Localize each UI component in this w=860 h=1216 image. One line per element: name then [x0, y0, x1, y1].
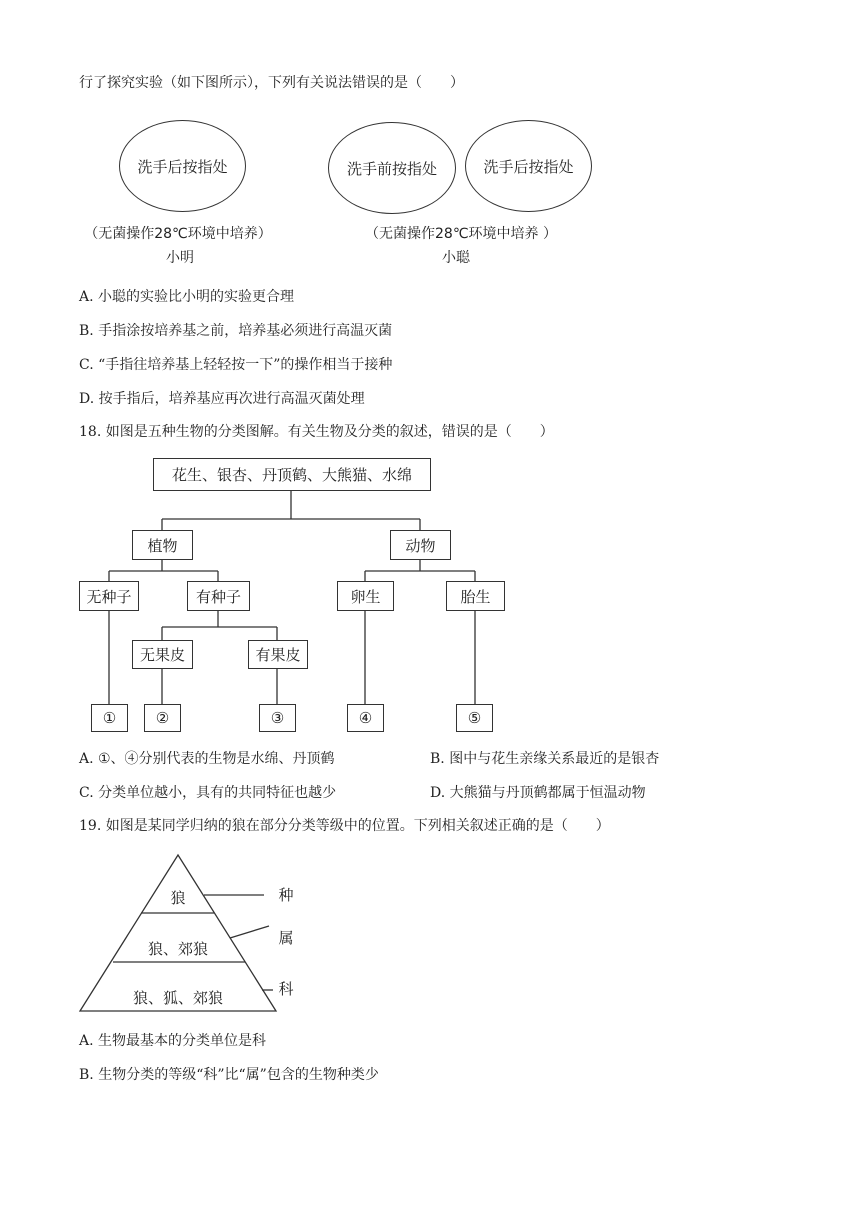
- rank-family-label: 科: [278, 980, 294, 998]
- q18-option-a: A. ①、④分别代表的生物是水绵、丹顶鹤: [79, 751, 335, 767]
- pyramid-tier-species: 狼: [170, 889, 186, 907]
- q17-option-c: C. “手指往培养基上轻轻按一下”的操作相当于接种: [79, 357, 393, 373]
- q18-option-c: C. 分类单位越小，具有的共同特征也越少: [79, 785, 337, 801]
- q17-option-b: B. 手指涂按培养基之前，培养基必须进行高温灭菌: [79, 323, 393, 339]
- tree-leaf-4: ④: [347, 704, 384, 732]
- q18-option-b: B. 图中与花生亲缘关系最近的是银杏: [430, 751, 660, 767]
- question-17-stem-continuation: 行了探究实验（如下图所示），下列有关说法错误的是（ ）: [79, 75, 464, 91]
- q17-option-d: D. 按手指后，培养基应再次进行高温灭菌处理: [79, 391, 365, 407]
- rank-genus-label: 属: [278, 929, 294, 947]
- q19-option-a: A. 生物最基本的分类单位是科: [79, 1033, 267, 1049]
- xiaocong-label: 小聪: [442, 250, 470, 266]
- xiaocong-dish-after: 洗手后按指处: [465, 120, 592, 212]
- tree-leaf-1: ①: [91, 704, 128, 732]
- tree-no-pericarp: 无果皮: [132, 640, 193, 669]
- question-18-stem: 18. 如图是五种生物的分类图解。有关生物及分类的叙述，错误的是（ ）: [79, 424, 554, 440]
- tree-plants: 植物: [132, 530, 193, 560]
- tree-leaf-3: ③: [259, 704, 296, 732]
- tree-root: 花生、银杏、丹顶鹤、大熊猫、水绵: [153, 458, 431, 491]
- tree-viviparous: 胎生: [446, 581, 505, 611]
- rank-species-label: 种: [278, 886, 294, 904]
- xiaoming-condition: （无菌操作28℃环境中培养）: [84, 226, 272, 242]
- pyramid-tier-family: 狼、狐、郊狼: [132, 989, 223, 1007]
- pyramid-tier-genus: 狼、郊狼: [147, 940, 208, 958]
- tree-leaf-5: ⑤: [456, 704, 493, 732]
- question-19-stem: 19. 如图是某同学归纳的狼在部分分类等级中的位置。下列相关叙述正确的是（ ）: [79, 818, 610, 834]
- tree-no-seed: 无种子: [79, 581, 139, 611]
- tree-leaf-2: ②: [144, 704, 181, 732]
- xiaoming-label: 小明: [166, 250, 194, 266]
- q17-option-a: A. 小聪的实验比小明的实验更合理: [79, 289, 295, 305]
- tree-seed: 有种子: [187, 581, 250, 611]
- xiaocong-condition: （无菌操作28℃环境中培养 ）: [365, 226, 557, 242]
- tree-animals: 动物: [390, 530, 451, 560]
- q19-option-b: B. 生物分类的等级“科”比“属”包含的生物种类少: [79, 1067, 379, 1083]
- tree-pericarp: 有果皮: [248, 640, 308, 669]
- tree-oviparous: 卵生: [337, 581, 394, 611]
- xiaoming-dish: 洗手后按指处: [119, 120, 246, 212]
- xiaocong-dish-before: 洗手前按指处: [328, 122, 456, 214]
- q18-option-d: D. 大熊猫与丹顶鹤都属于恒温动物: [430, 785, 646, 801]
